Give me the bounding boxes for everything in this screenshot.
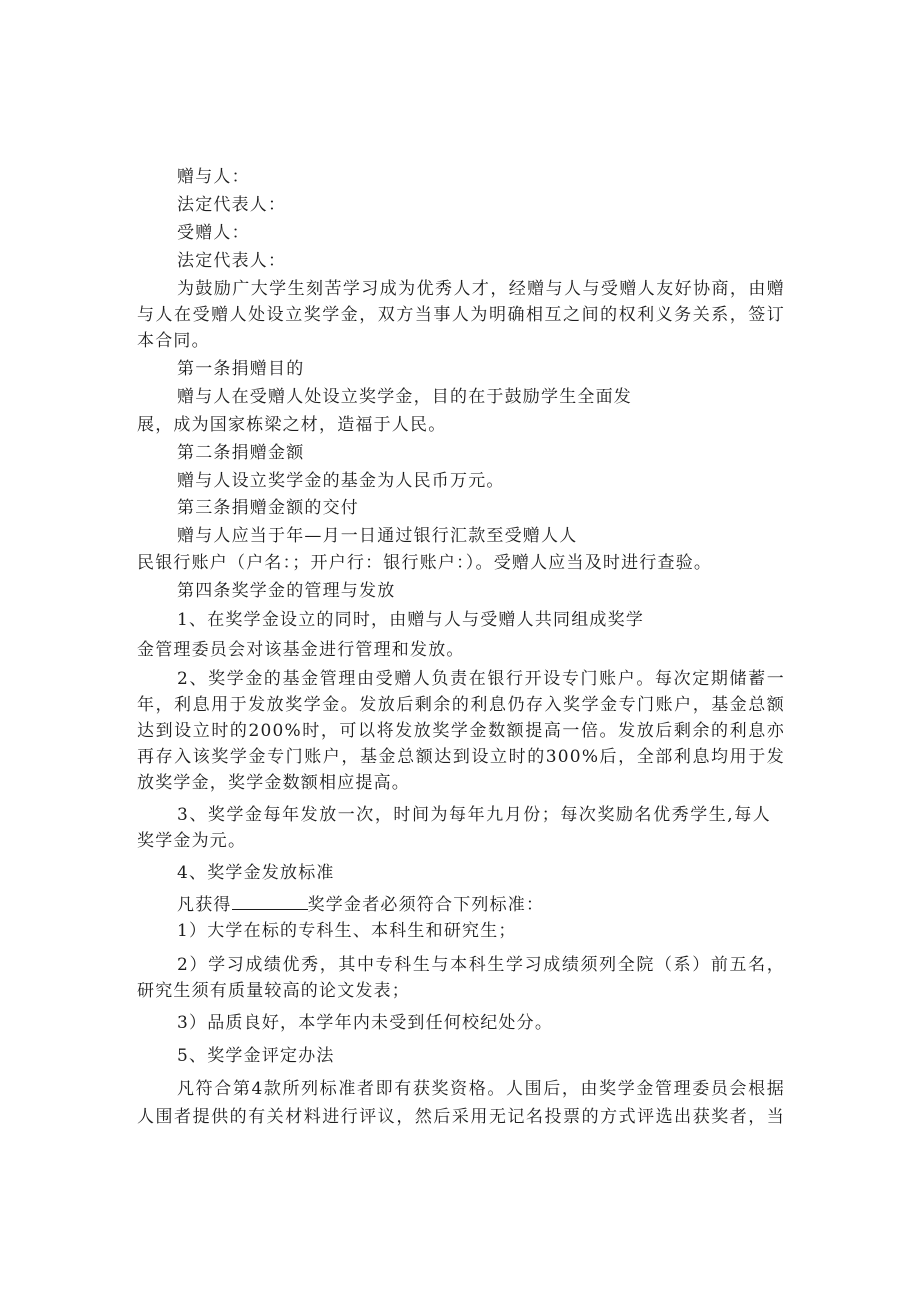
donee-label: 受赠人： <box>177 223 250 243</box>
criterion-1: 1）大学在标的专科生、本科生和研究生； <box>177 921 517 941</box>
article-4-item-1: 金管理委员会对该基金进行管理和发放。 <box>137 640 465 660</box>
article-4-item-2: 放奖学金，奖学金数额相应提高。 <box>137 773 410 793</box>
article-4-item-2: 年，利息用于发放奖学金。发放后剩余的利息仍存入奖学金专门账户，基金总额 <box>137 695 785 715</box>
article-3-line: 民银行账户（户名：；开户行：银行账户：）。受赠人应当及时进行查验。 <box>137 553 713 573</box>
article-2-title: 第二条捐赠金额 <box>177 443 305 463</box>
article-4-item-3: 3、奖学金每年发放一次，时间为每年九月份；每次奖励名优秀学生,每人 <box>177 805 771 825</box>
article-4-item-2: 达到设立时的200%时，可以将发放奖学金数额提高一倍。发放后剩余的利息亦 <box>137 721 785 741</box>
article-4-item-5-title: 5、奖学金评定办法 <box>177 1046 335 1066</box>
article-4-item-1: 1、在奖学金设立的同时，由赠与人与受赠人共同组成奖学 <box>177 610 645 630</box>
donee-representative-label: 法定代表人： <box>177 251 287 271</box>
preamble-line: 本合同。 <box>137 331 210 351</box>
article-4-title: 第四条奖学金的管理与发放 <box>177 581 396 601</box>
criteria-suffix: 奖学金者必须符合下列标准： <box>307 895 545 915</box>
criteria-prefix: 凡获得 <box>177 895 232 915</box>
criterion-3: 3）品质良好，本学年内未受到任何校纪处分。 <box>177 1013 554 1033</box>
criterion-2: 研究生须有质量较高的论文发表； <box>137 981 410 1001</box>
article-4-item-4-title: 4、奖学金发放标准 <box>177 863 335 883</box>
article-4-item-2: 2、奖学金的基金管理由受赠人负责在银行开设专门账户。每次定期储蓄一 <box>177 669 785 689</box>
article-1-line: 展，成为国家栋梁之材，造福于人民。 <box>137 415 447 435</box>
article-4-item-5: 人围者提供的有关材料进行评议，然后采用无记名投票的方式评选出获奖者，当 <box>137 1107 785 1127</box>
criteria-intro <box>177 894 544 916</box>
criterion-2: 2）学习成绩优秀，其中专科生与本科生学习成绩须列全院（系）前五名， <box>177 955 785 975</box>
article-3-line: 赠与人应当于年—月一日通过银行汇款至受赠人人 <box>177 526 578 546</box>
article-1-line: 赠与人在受赠人处设立奖学金，目的在于鼓励学生全面发 <box>177 387 632 407</box>
article-3-title: 第三条捐赠金额的交付 <box>177 498 359 518</box>
article-4-item-5: 凡符合第4款所列标准者即有获奖资格。人围后，由奖学金管理委员会根据 <box>177 1079 785 1099</box>
article-4-item-3: 奖学金为元。 <box>137 831 247 851</box>
blank-underline <box>232 895 308 910</box>
preamble-line: 为鼓励广大学生刻苦学习成为优秀人才，经赠与人与受赠人友好协商，由赠 <box>177 279 785 299</box>
donor-label: 赠与人： <box>177 167 250 187</box>
article-1-title: 第一条捐赠目的 <box>177 359 305 379</box>
donor-representative-label: 法定代表人： <box>177 195 287 215</box>
article-4-item-2: 再存入该奖学金专门账户，基金总额达到设立时的300%后，全部利息均用于发 <box>137 747 785 767</box>
preamble-line: 与人在受赠人处设立奖学金，双方当事人为明确相互之间的权利义务关系，签订 <box>137 305 785 325</box>
article-2-line: 赠与人设立奖学金的基金为人民币万元。 <box>177 471 505 491</box>
